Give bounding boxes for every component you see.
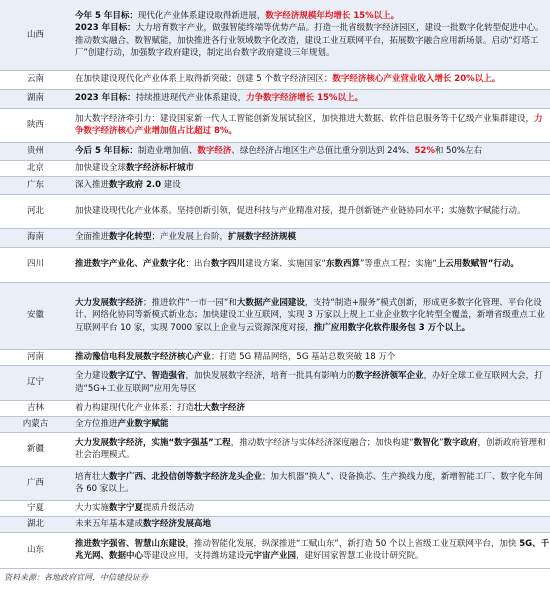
policy-cell: [71, 194, 550, 228]
province-cell: 海南: [0, 228, 71, 247]
policy-text: 推进数字产业化、产业数字化: [75, 259, 186, 270]
table-row: [0, 466, 550, 500]
policy-cell: [71, 228, 550, 247]
policy-text: ”: [439, 437, 444, 448]
highlight-text: 数字经济核心产业营业收入增长 20%以上。: [332, 74, 501, 85]
province-cell: 安徽: [0, 282, 71, 349]
policy-text: 数智化: [413, 437, 440, 448]
highlight-text: 力争数字经济核心产业增加值占比超过 8%。: [75, 113, 543, 136]
province-cell: 湖北: [0, 516, 71, 532]
policy-text: 制造业增加值、: [137, 145, 198, 156]
province-cell: 陕西: [0, 108, 71, 142]
policy-cell: [71, 400, 550, 416]
policy-text: 上云用数赋智: [436, 259, 488, 270]
policy-text: 全面推进: [75, 232, 110, 243]
policy-text: ，创新政府管理和社会治理模式。: [75, 437, 546, 460]
province-cell: 河南: [0, 349, 71, 365]
table-row: [0, 70, 550, 89]
table-row: [0, 516, 550, 532]
policy-text: 推进数字强省、智慧山东建设: [75, 538, 186, 549]
policy-cell: [71, 160, 550, 176]
table-row: [0, 400, 550, 416]
policy-cell: [71, 108, 550, 142]
table-row: [0, 228, 550, 247]
province-cell: 四川: [0, 247, 71, 282]
policy-text: 培育壮大: [75, 471, 110, 482]
policy-text: 今后 5 年目标：: [75, 145, 138, 156]
policy-text: 全力建设: [75, 371, 110, 381]
province-cell: 山西: [0, 0, 71, 70]
policy-text: 数字经济领军企业: [355, 371, 424, 381]
policy-cell: [71, 142, 550, 160]
table-row: [0, 282, 550, 349]
province-cell: 广西: [0, 466, 71, 500]
province-cell: 北京: [0, 160, 71, 176]
policy-text: 着力构建现代化产业体系：打造: [75, 402, 195, 413]
province-cell: 吉林: [0, 400, 71, 416]
policy-text: 等建设应用，支持潍坊建设: [143, 551, 246, 561]
table-row: [0, 89, 550, 108]
policy-cell: [71, 516, 550, 532]
policy-text: 数字四川: [211, 259, 246, 270]
policy-text: 大数据产业园建设: [236, 297, 305, 308]
policy-cell: [71, 365, 550, 400]
policy-text: ，推动数字经济与实体经济深度融合；加快构建“: [230, 437, 414, 448]
table-row: [0, 176, 550, 194]
policy-text: 加快建设现代化产业体系。坚持创新引领，促进科技与产业精准对接，提升创新链产业链协同水平；实施数字赋能行动。: [75, 205, 526, 216]
policy-text: 扩展数字经济规模: [228, 232, 297, 243]
policy-text: ”等重点工程；实施“: [359, 259, 437, 270]
policy-text: 加快建设全球: [75, 162, 127, 173]
policy-text: ；加大机器“换人”、设备换芯、生产换线力度，新增智能工厂、数字化车间各 60 家以上。: [75, 471, 543, 494]
highlight-text: 52%: [414, 145, 435, 156]
policy-cell: [71, 247, 550, 282]
policy-text: 数字政府: [443, 437, 478, 448]
policy-text: 2023 年目标：: [75, 23, 136, 34]
policy-text: 加大数字经济牵引力：建设国家新一代人工智能创新发展试验区，加快推进大数据、软件信息服务等千亿级产业集群建设，: [75, 113, 535, 124]
policy-text: 持续推进现代产业体系建设，: [135, 93, 247, 104]
province-cell: 宁夏: [0, 500, 71, 516]
policy-text: 推动豫信电科发展数字经济核心产业: [75, 351, 212, 362]
table-row: [0, 432, 550, 466]
province-cell: 辽宁: [0, 365, 71, 400]
policy-text: ：出台: [185, 259, 212, 270]
policy-text: 数字政府 2.0: [109, 179, 162, 190]
table-row: [0, 0, 550, 70]
policy-text: 元宇宙产业园: [245, 551, 297, 561]
policy-text: ，推动智能化发展，纵深推进“工赋山东”，新打造 50 个以上省级工业互联网平台，加快: [185, 538, 520, 549]
policy-text: ；打造 5G 精品网络，5G 基站总数突破 18 万个: [211, 351, 396, 362]
policy-text: 未来五年基本建成: [75, 518, 144, 529]
province-cell: 云南: [0, 70, 71, 89]
highlight-text: 数字经济规模年均增长 15%以上。: [265, 10, 400, 21]
policy-text: 全方位推进: [75, 418, 118, 429]
policy-text: 提质升级活动: [143, 502, 195, 513]
highlight-text: 力争数字经济增长 15%以上。: [246, 93, 363, 104]
policy-text: 深入推进: [75, 179, 110, 190]
table-row: [0, 416, 550, 432]
policy-text: 推广应用数字化软件服务包 3 万个以上。: [313, 322, 471, 333]
table-row: [0, 247, 550, 282]
policy-text: 、绿色经济占地区生产总值比重分别达到 24%、: [231, 145, 415, 156]
province-cell: 贵州: [0, 142, 71, 160]
province-cell: 内蒙古: [0, 416, 71, 432]
province-cell: 湖南: [0, 89, 71, 108]
policy-text: 数字经济标杆城市: [126, 162, 195, 173]
policy-text: ，加快发展数字经济，培育一批具有影响力的: [185, 371, 356, 381]
policy-text: 产业数字赋能: [117, 418, 169, 429]
table-row: [0, 160, 550, 176]
table-row: [0, 500, 550, 516]
table-row: [0, 142, 550, 160]
table-row: [0, 194, 550, 228]
policy-cell: [71, 416, 550, 432]
province-cell: 广东: [0, 176, 71, 194]
policy-text: ”行动。: [487, 259, 519, 270]
policy-text: 大力发展数字经济: [75, 297, 144, 308]
policy-cell: [71, 500, 550, 516]
policy-text: 建设方案、实施国家“: [245, 259, 326, 270]
policy-cell: [71, 432, 550, 466]
policy-cell: [71, 70, 550, 89]
policy-text: 数字经济发展高地: [143, 518, 212, 529]
source-note: 资料来源：各地政府官网，中信建投证券: [4, 572, 148, 582]
policy-cell: [71, 176, 550, 194]
policy-text: ；产业发展上台阶，: [151, 232, 229, 243]
policy-text: 大力发展数字经济，实施“数字强基”工程: [75, 437, 231, 448]
policy-text: ；推进软件“一市一园”和: [143, 297, 237, 308]
policy-text: 今年 5 年目标：: [75, 10, 138, 21]
policy-text: ，支持“制造+服务”模式创新，形成更多数字化管理、平台化设计、网络化协同等新模式新业态；加快建设工业互联网，实现 3 万家以上规上工业企业数字化转型全覆盖，新增省级重点工业互联网平台 10 家，实现 7000 家以上企业与云资源深度对接，: [75, 297, 545, 333]
policy-cell: [71, 349, 550, 365]
policy-cell: [71, 466, 550, 500]
table-row: [0, 108, 550, 142]
policy-text: 在加快建设现代化产业体系上取得新突破；创建 5 个数字经济园区；: [75, 74, 333, 85]
policy-text: 建设: [161, 179, 181, 190]
policy-text: 现代化产业体系建设取得新进展，: [137, 10, 266, 21]
policy-text: 数字辽宁、智造强省: [109, 371, 186, 381]
policy-cell: [71, 89, 550, 108]
policy-text: 数字宁夏: [109, 502, 144, 513]
policy-text: 2023 年目标：: [75, 93, 136, 104]
policy-text: 5G、千兆光网、数据中心: [75, 538, 550, 561]
province-cell: 新疆: [0, 432, 71, 466]
policy-text: 数字广西、北投信创等数字经济龙头企业: [109, 471, 263, 482]
policy-text: 大力培育数字产业，做强智能终端等优势产品。打造一批省级数字经济园区，建设一批数字化转型促进中心。推动数实融合、数智赋能，加快推进各行业领域数字化改造，建设工业互联网平台，拓展数字融合应用新场景。启动“灯塔工厂”创建行动，加强数字政府建设，制定出台数字政府建设三年规划。: [75, 23, 544, 59]
table-row: [0, 532, 550, 568]
highlight-text: 数字经济: [197, 145, 232, 156]
province-cell: 山东: [0, 532, 71, 568]
policy-text: 大力实施: [75, 502, 110, 513]
policy-cell: [71, 282, 550, 349]
table-row: [0, 349, 550, 365]
policy-text: 壮大数字经济: [194, 402, 246, 413]
province-cell: 河北: [0, 194, 71, 228]
policy-cell: [71, 532, 550, 568]
table-row: [0, 365, 550, 400]
policy-text: 和 50%左右: [434, 145, 482, 156]
policy-text: 东数西算: [325, 259, 360, 270]
policy-cell: [71, 0, 550, 70]
policy-text: ，建好国家智慧工业设计研究院。: [296, 551, 424, 561]
policy-text: 数字化转型: [109, 232, 152, 243]
policy-text: ，办好全球工业互联网大会，打造“5G+工业互联网”应用先导区: [75, 371, 543, 394]
